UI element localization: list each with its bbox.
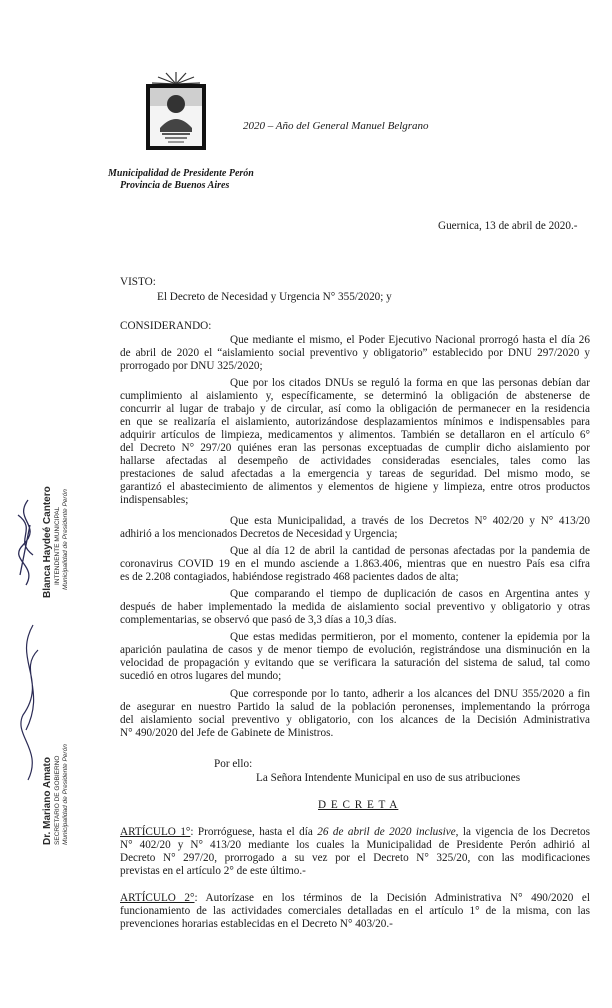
considerando-line: velocidad de propagación y evitando que se verificara la saturación del sistema de salud, tal como (120, 657, 590, 669)
stamp-2-name: Dr. Mariano Amato (42, 757, 53, 845)
considerando-line: Que por los citados DNUs se reguló la forma en que las personas debían dar (230, 377, 590, 389)
por-ello-text: La Señora Intendente Municipal en uso de sus atribuciones (256, 772, 521, 784)
considerando-line: adquirir artículos de limpieza, medicamentos y alimentos. También se detallaron en el artículo 6° (120, 429, 590, 441)
considerando-line: complementarias, se observó que pasó de 3,3 días a 10,3 días. (120, 614, 397, 626)
coat-of-arms-icon (140, 70, 212, 152)
articulo-1-line2: N° 402/20 y N° 413/20 mediante los cuales la Municipalidad de Presidente Perón adhirió al (120, 839, 590, 851)
stamp-1-org: Municipalidad de Presidente Perón (62, 489, 69, 590)
considerando-line: Que al día 12 de abril la cantidad de personas afectadas por la pandemia de (230, 545, 590, 557)
stamp-2-title: SECRETARIO DE GOBIERNO (54, 755, 61, 845)
considerando-line: indispensables; (120, 494, 189, 506)
articulo-1-date: 26 de abril de 2020 inclusive (317, 826, 456, 838)
considerando-line: prorrogado por DNU 325/2020; (120, 360, 263, 372)
considerando-line: Que estas medidas permitieron, por el momento, contener la epidemia por la (230, 631, 590, 643)
considerando-line: Que comparando el tiempo de duplicación de casos en Argentina antes y (230, 588, 590, 600)
considerando-heading: CONSIDERANDO: (120, 320, 212, 332)
considerando-line: garantizó el abastecimiento de alimentos y elementos de higiene y limpieza, entre otros productos (120, 481, 590, 493)
articulo-1-line4: previstas en el artículo 2° de este último.- (120, 865, 306, 877)
articulo-2-label: ARTÍCULO 2° (120, 892, 195, 904)
date-line: Guernica, 13 de abril de 2020.- (438, 220, 578, 232)
por-ello-heading: Por ello: (214, 758, 253, 770)
decreta-heading: D E C R E T A (318, 799, 399, 811)
considerando-line: del aislamiento social preventivo y obligatorio, con los alcances de la Decisión Administrativa (120, 714, 590, 726)
considerando-line: Que mediante el mismo, el Poder Ejecutivo Nacional prorrogó hasta el día 26 (230, 334, 590, 346)
stamp-1-title: INTENDENTE MUNICIPAL (54, 506, 61, 585)
considerando-line: hallarse afectadas al desempeño de actividades consideradas esenciales, tales como las (120, 455, 590, 467)
considerando-line: del Decreto N° 297/20 quiénes eran las personas exceptuadas de cumplir dicho aislamiento por (120, 442, 590, 454)
articulo-1-line1: ARTÍCULO 1°: Prorróguese, hasta el día 26 de abril de 2020 inclusive, la vigencia de los Decretos (120, 826, 590, 838)
visto-text: El Decreto de Necesidad y Urgencia N° 355/2020; y (157, 291, 392, 303)
considerando-line: Que corresponde por lo tanto, adherir a los alcances del DNU 355/2020 a fin (230, 688, 590, 700)
visto-heading: VISTO: (120, 276, 156, 288)
considerando-line: aparición paulatina de casos y de menor tiempo de evolución, registrándose una disminución en la (120, 644, 590, 656)
considerando-line: concurrir al lugar de trabajo y de circular, así como la obligación de permanecer en la residencia (120, 403, 590, 415)
articulo-2-line2: funcionamiento de las actividades comerciales detalladas en el artículo 1° de la misma, con las (120, 905, 590, 917)
stamp-2-org: Municipalidad de Presidente Perón (62, 744, 69, 845)
considerando-line: N° 490/2020 del Jefe de Gabinete de Ministros. (120, 727, 334, 739)
considerando-line: después de haber implementado la medida de aislamiento social preventivo y obligatorio y otras (120, 601, 590, 613)
municipality-name: Municipalidad de Presidente Perón (108, 168, 254, 179)
articulo-1-line3: Decreto N° 297/20, prorrogado a su vez por el Decreto N° 325/20, con las modificaciones (120, 852, 590, 864)
considerando-line: sucedió en otros lugares del mundo; (120, 670, 282, 682)
municipal-logo (140, 70, 212, 152)
considerando-line: Que esta Municipalidad, a través de los Decretos N° 402/20 y N° 413/20 (230, 515, 590, 527)
considerando-line: es de 2.208 contagiados, habiéndose registrado 468 pacientes dados de alta; (120, 571, 459, 583)
province-name: Provincia de Buenos Aires (120, 180, 230, 191)
considerando-line: de abril de 2020 el “aislamiento social preventivo y obligatorio” establecido por DNU 297/2020 y (120, 347, 590, 359)
year-motto: 2020 – Año del General Manuel Belgrano (243, 120, 429, 132)
stamp-1-name: Blanca Haydeé Cantero (42, 486, 53, 598)
articulo-2-line3: prevenciones horarias establecidas en el Decreto N° 403/20.- (120, 918, 393, 930)
considerando-line: cumplimiento al aislamiento y, específicamente, se determinó la obligación de abstenerse de (120, 390, 590, 402)
considerando-line: de asegurar en nuestro Partido la salud de la población peronenses, implementando la prórroga (120, 701, 590, 713)
considerando-line: prestaciones de salud afectadas a la emergencia y tareas de seguridad. Del mismo modo, se (120, 468, 590, 480)
considerando-line: adhirió a los mencionados Decretos de Necesidad y Urgencia; (120, 528, 398, 540)
considerando-line: coronavirus COVID 19 en el mundo asciende a 1.863.406, mientras que en nuestro País esa cifra (120, 558, 590, 570)
articulo-2-line1: ARTÍCULO 2°: Autorízase en los términos de la Decisión Administrativa N° 490/2020 el (120, 892, 590, 904)
articulo-1-label: ARTÍCULO 1° (120, 826, 191, 838)
considerando-line: en que se realizaría el aislamiento, autorizándose desplazamientos mínimos e indispensables para (120, 416, 590, 428)
